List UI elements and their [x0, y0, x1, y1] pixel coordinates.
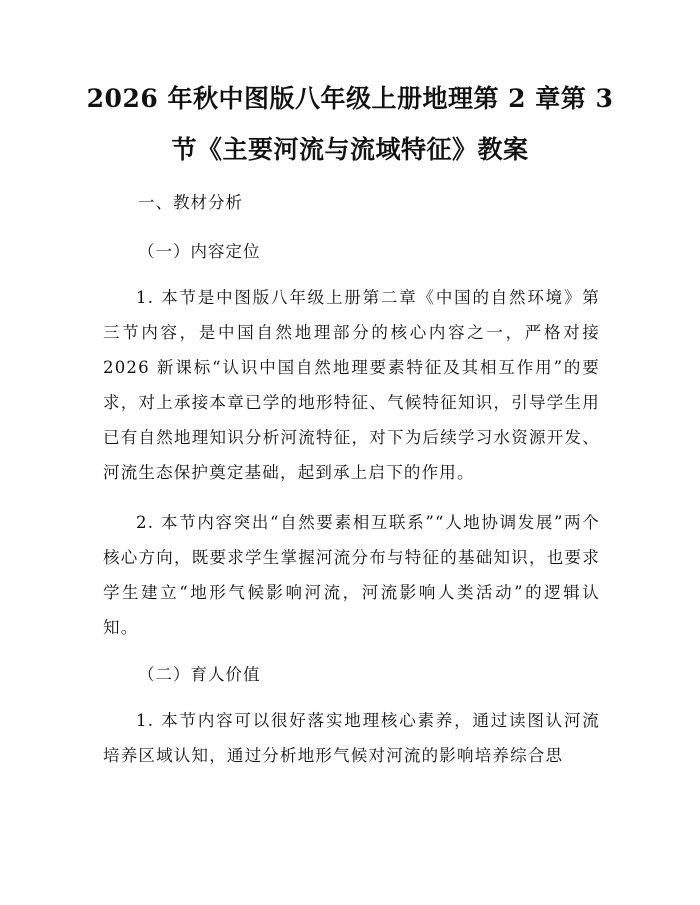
subsection-heading-educational-value: （二）育人价值 [138, 665, 261, 684]
subsection-heading-content-positioning: （一）内容定位 [138, 242, 261, 261]
paragraph-3: 1. 本节内容可以很好落实地理核心素养，通过读图认河流培养区域认知，通过分析地形气候对河流的影响培养综合思 [103, 711, 600, 765]
paragraph-1: 1. 本节是中图版八年级上册第二章《中国的自然环境》第三节内容，是中国自然地理部分的核心内容之一，严格对接 2026 新课标“认识中国自然地理要素特征及其相互作用”的要求，对上承接本章已学的地形特征、气候特征知识，引导学生用已有自然地理知识分析河流特征，对下为后续学习水资源开发、河流生态保护奠定基础，起到承上启下的作用。 [103, 288, 600, 482]
paragraph-2: 2. 本节内容突出“自然要素相互联系”“人地协调发展”两个核心方向，既要求学生掌握河流分布与特征的基础知识，也要求学生建立“地形气候影响河流，河流影响人类活动”的逻辑认知。 [103, 513, 600, 637]
document-title-line-2: 节《主要河流与流域特征》教案 [171, 135, 529, 164]
section-heading-textbook-analysis: 一、教材分析 [138, 193, 243, 212]
document-title-line-1: 2026 年秋中图版八年级上册地理第 2 章第 3 [86, 84, 614, 113]
